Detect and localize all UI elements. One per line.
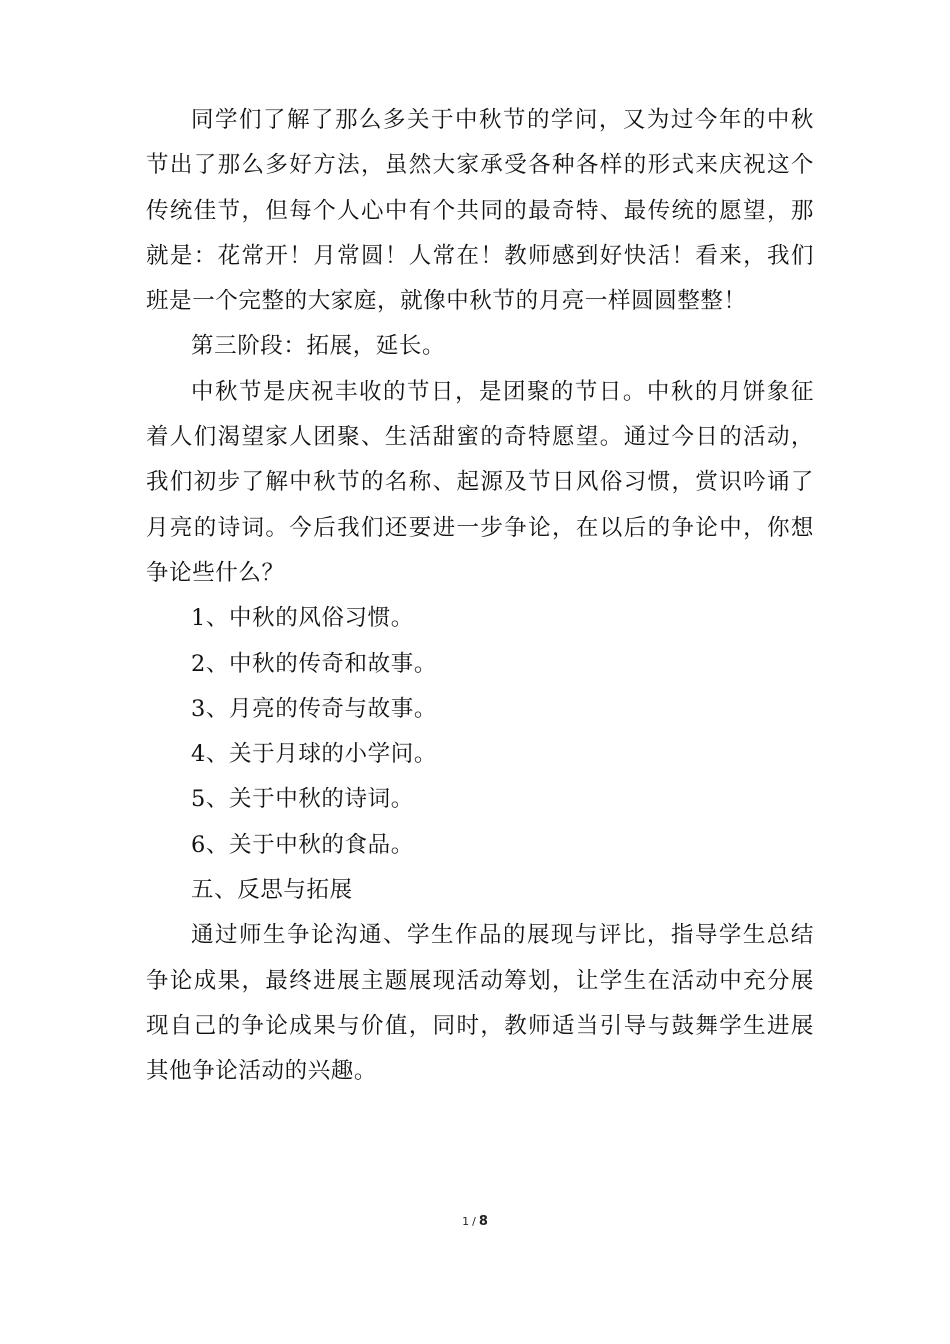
paragraph-reflection: 通过师生争论沟通、学生作品的展现与评比，指导学生总结争论成果，最终进展主题展现活动筹划，让学生在活动中充分展现自己的争论成果与价值，同时，教师适当引导与鼓舞学生进展其他争论活动的兴趣。 <box>146 922 814 1085</box>
document-body <box>146 98 814 1095</box>
section-heading-stage-three: 第三阶段：拓展，延长。 <box>191 333 446 360</box>
list-item: 4、关于月球的小学问。 <box>191 741 437 768</box>
page-number <box>0 1214 950 1229</box>
paragraph-moon-wishes: 同学们了解了那么多关于中秋节的学问，又为过今年的中秋节出了那么多好方法，虽然大家承受各种各样的形式来庆祝这个传统佳节，但每个人心中有个共同的最奇特、最传统的愿望，那就是：花常开！月常圆！人常在！教师感到好快活！看来，我们班是一个完整的大家庭，就像中秋节的月亮一样圆圆整整！ <box>146 107 814 315</box>
list-item: 3、月亮的传奇与故事。 <box>191 695 437 722</box>
current-page: 1 <box>462 1215 470 1228</box>
list-item: 1、中秋的风俗习惯。 <box>191 605 414 632</box>
total-pages: 8 <box>478 1214 488 1229</box>
list-item: 6、关于中秋的食品。 <box>191 831 414 858</box>
page-separator: / <box>472 1215 476 1228</box>
paragraph-festival-summary: 中秋节是庆祝丰收的节日，是团聚的节日。中秋的月饼象征着人们渴望家人团聚、生活甜蜜的奇特愿望。通过今日的活动，我们初步了解中秋节的名称、起源及节日风俗习惯，赏识吟诵了月亮的诗词。今后我们还要进一步争论，在以后的争论中，你想争论些什么？ <box>146 378 814 586</box>
list-item: 5、关于中秋的诗词。 <box>191 786 414 813</box>
list-item: 2、中秋的传奇和故事。 <box>191 650 437 677</box>
section-heading-reflection: 五、反思与拓展 <box>191 877 353 904</box>
